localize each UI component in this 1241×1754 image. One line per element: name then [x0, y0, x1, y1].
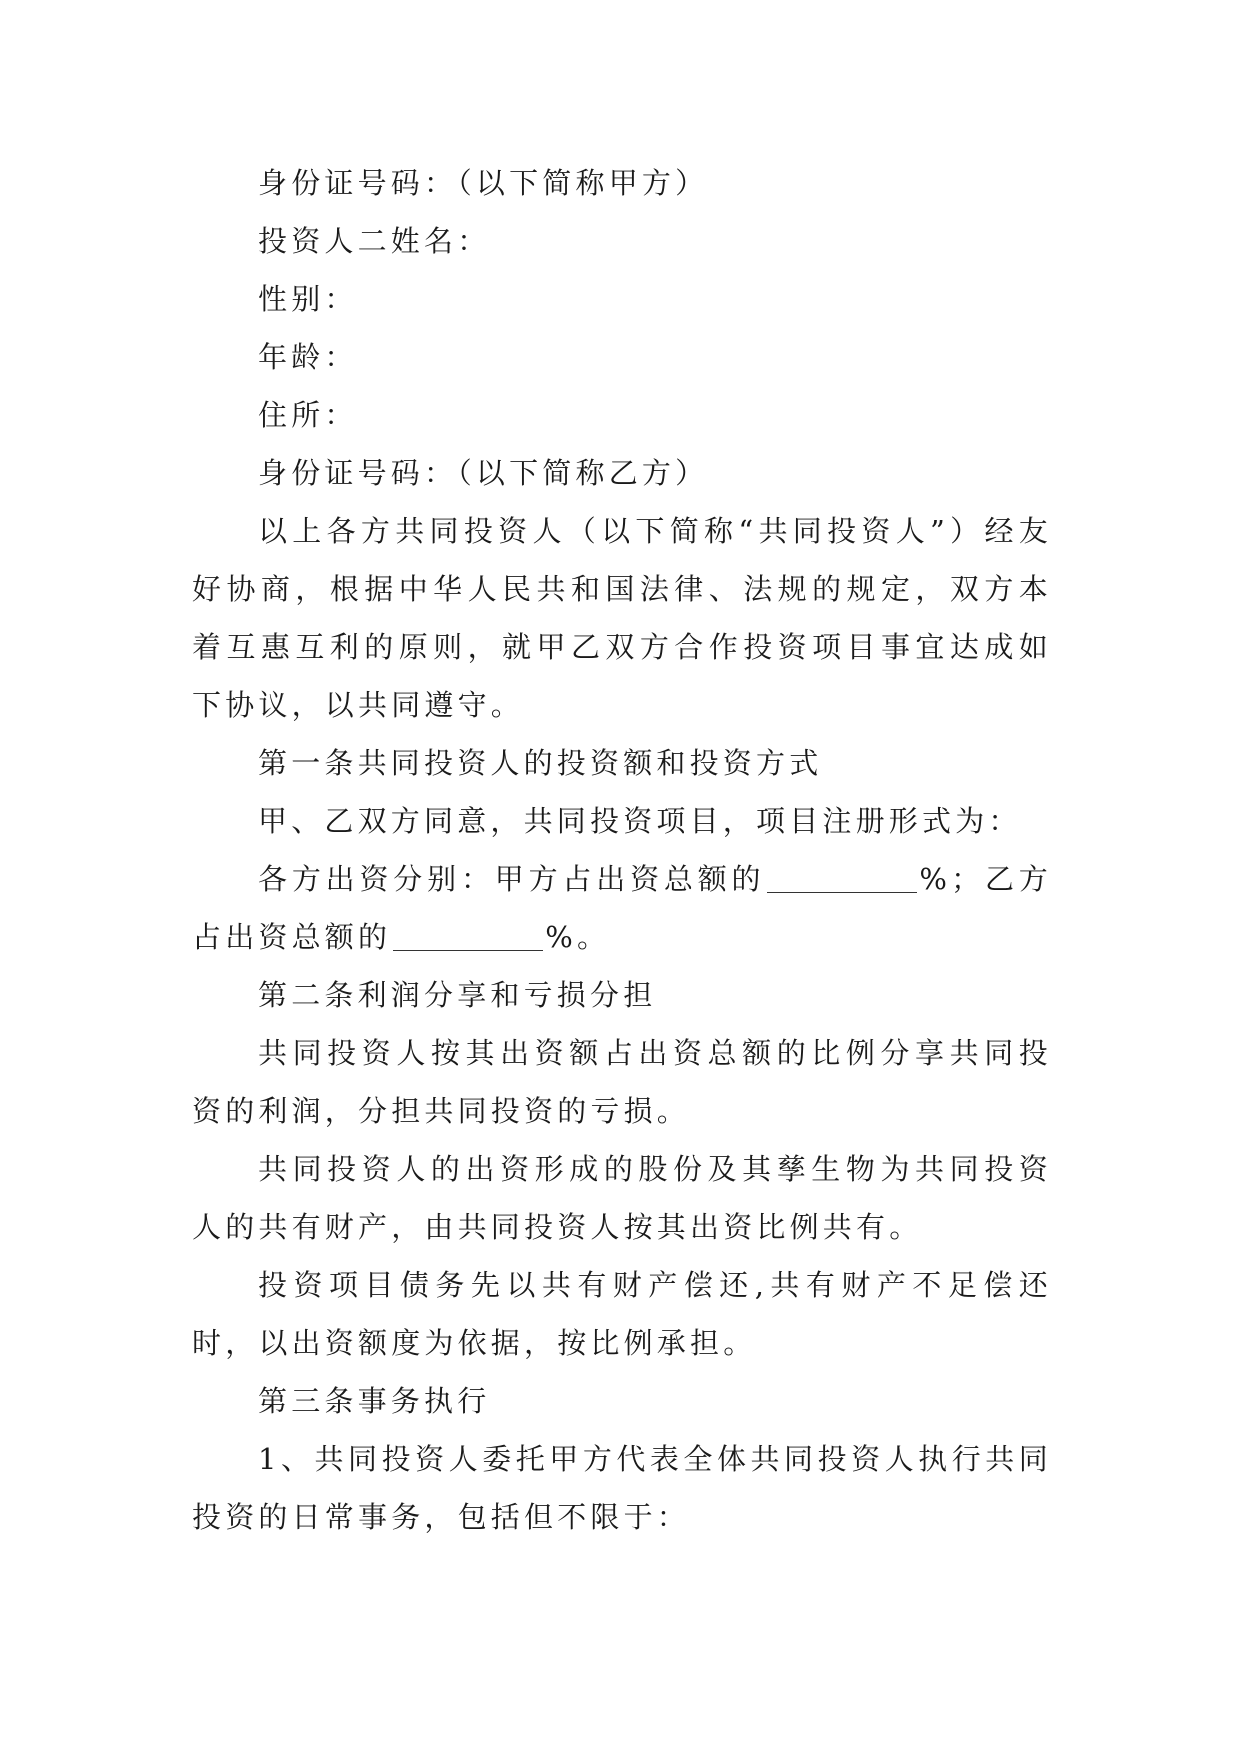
investor-two-name: 投资人二姓名：: [258, 224, 491, 258]
joint-property-paragraph: 共同投资人的出资形成的股份及其孳生物为共同投资人的共有财产，由共同投资人按其出资比例共有。: [192, 1152, 1052, 1244]
age-field: 年龄：: [258, 340, 358, 374]
party-a-percentage-blank: [767, 862, 917, 893]
id-number-party-b: 身份证号码：（以下简称乙方）: [258, 456, 709, 490]
address-field: 住所：: [258, 398, 358, 432]
article-two-heading: 第二条利润分享和亏损分担: [258, 978, 657, 1012]
id-number-party-a: 身份证号码：（以下简称甲方）: [258, 166, 709, 200]
debt-paragraph: 投资项目债务先以共有财产偿还,共有财产不足偿还时，以出资额度为依据，按比例承担。: [192, 1268, 1052, 1360]
gender-field: 性别：: [258, 282, 358, 316]
contribution-prefix: 各方出资分别：甲方占出资总额的: [258, 862, 766, 896]
document-body: [192, 154, 1052, 1546]
contribution-middle: %；乙方占出资总额的: [192, 862, 1052, 954]
delegation-paragraph: 1、共同投资人委托甲方代表全体共同投资人执行共同投资的日常事务，包括但不限于：: [192, 1442, 1052, 1534]
contribution-suffix: %。: [545, 920, 611, 954]
project-registration-paragraph: 甲、乙双方同意，共同投资项目，项目注册形式为：: [258, 804, 1022, 838]
preamble-paragraph: 以上各方共同投资人（以下简称“共同投资人”）经友好协商，根据中华人民共和国法律、法规的规定，双方本着互惠互利的原则，就甲乙双方合作投资项目事宜达成如下协议，以共同遵守。: [192, 514, 1052, 722]
article-one-heading: 第一条共同投资人的投资额和投资方式: [258, 746, 823, 780]
contribution-paragraph: [192, 850, 1052, 966]
article-three-heading: 第三条事务执行: [258, 1384, 491, 1418]
party-b-percentage-blank: [393, 920, 543, 951]
profit-sharing-paragraph: 共同投资人按其出资额占出资总额的比例分享共同投资的利润，分担共同投资的亏损。: [192, 1036, 1052, 1128]
